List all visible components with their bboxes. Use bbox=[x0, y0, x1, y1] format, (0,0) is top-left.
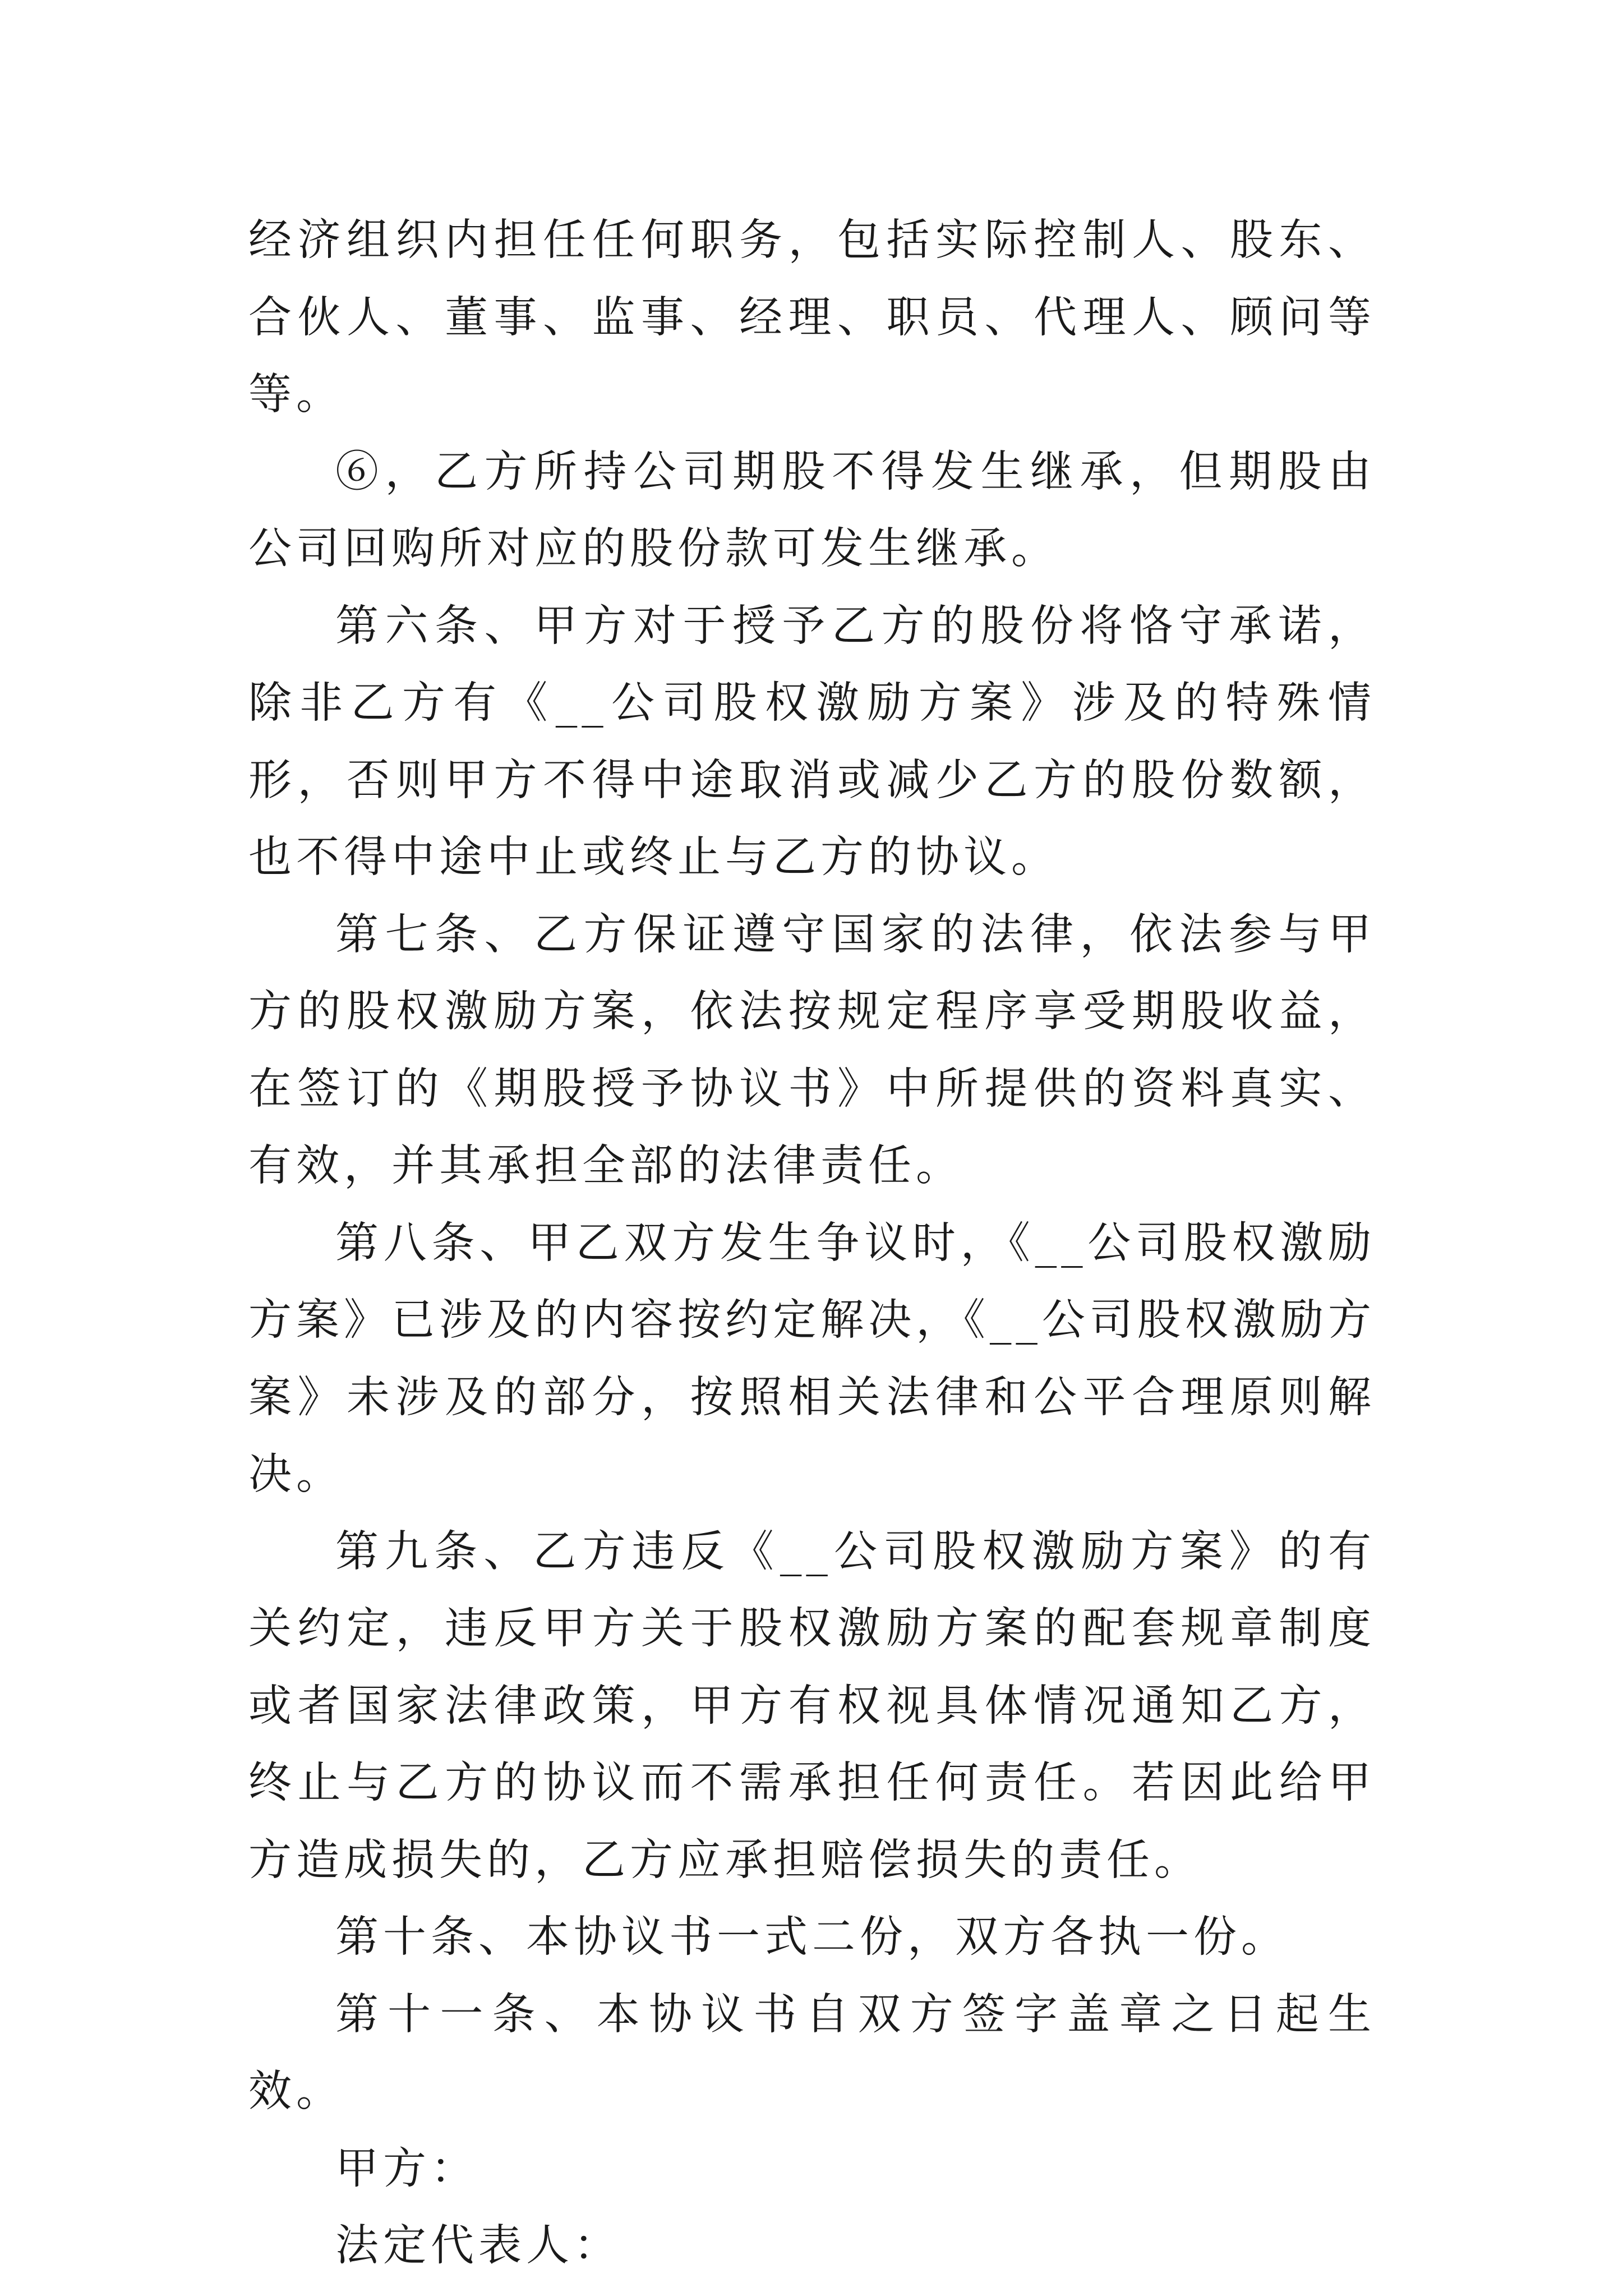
paragraph-article-11: 第十一条、本协议书自双方签字盖章之日起生效。 bbox=[248, 1989, 1376, 2116]
paragraph-article-7: 第七条、乙方保证遵守国家的法律，依法参与甲方的股权激励方案，依法按规定程序享受期股收益，在签订的《期股授予协议书》中所提供的资料真实、有效，并其承担全部的法律责任。 bbox=[248, 909, 1376, 1191]
paragraph-article-9: 第九条、乙方违反《__公司股权激励方案》的有关约定，违反甲方关于股权激励方案的配套规章制度或者国家法律政策，甲方有权视具体情况通知乙方，终止与乙方的协议而不需承担任何责任。若因此给甲方造成损失的，乙方应承担赔偿损失的责任。 bbox=[248, 1526, 1376, 1885]
legal-representative-label: 法定代表人： bbox=[335, 2221, 621, 2271]
paragraph-continuation: 经济组织内担任任何职务，包括实际控制人、股东、合伙人、董事、监事、经理、职员、代理人、顾问等等。 bbox=[248, 215, 1376, 420]
party-a-label: 甲方： bbox=[335, 2143, 478, 2194]
paragraph-article-8: 第八条、甲乙双方发生争议时，《__公司股权激励方案》已涉及的内容按约定解决，《__公司股权激励方案》未涉及的部分，按照相关法律和公平合理原则解决。 bbox=[248, 1218, 1376, 1499]
paragraph-article-10: 第十条、本协议书一式二份，双方各执一份。 bbox=[335, 1912, 1289, 1962]
paragraph-article-6: 第六条、甲方对于授予乙方的股份将恪守承诺，除非乙方有《__公司股权激励方案》涉及的特殊情形，否则甲方不得中途取消或减少乙方的股份数额，也不得中途中止或终止与乙方的协议。 bbox=[248, 601, 1376, 882]
document-body bbox=[248, 202, 1376, 2285]
paragraph-item-6: ⑥，乙方所持公司期股不得发生继承，但期股由公司回购所对应的股份款可发生继承。 bbox=[248, 447, 1376, 574]
